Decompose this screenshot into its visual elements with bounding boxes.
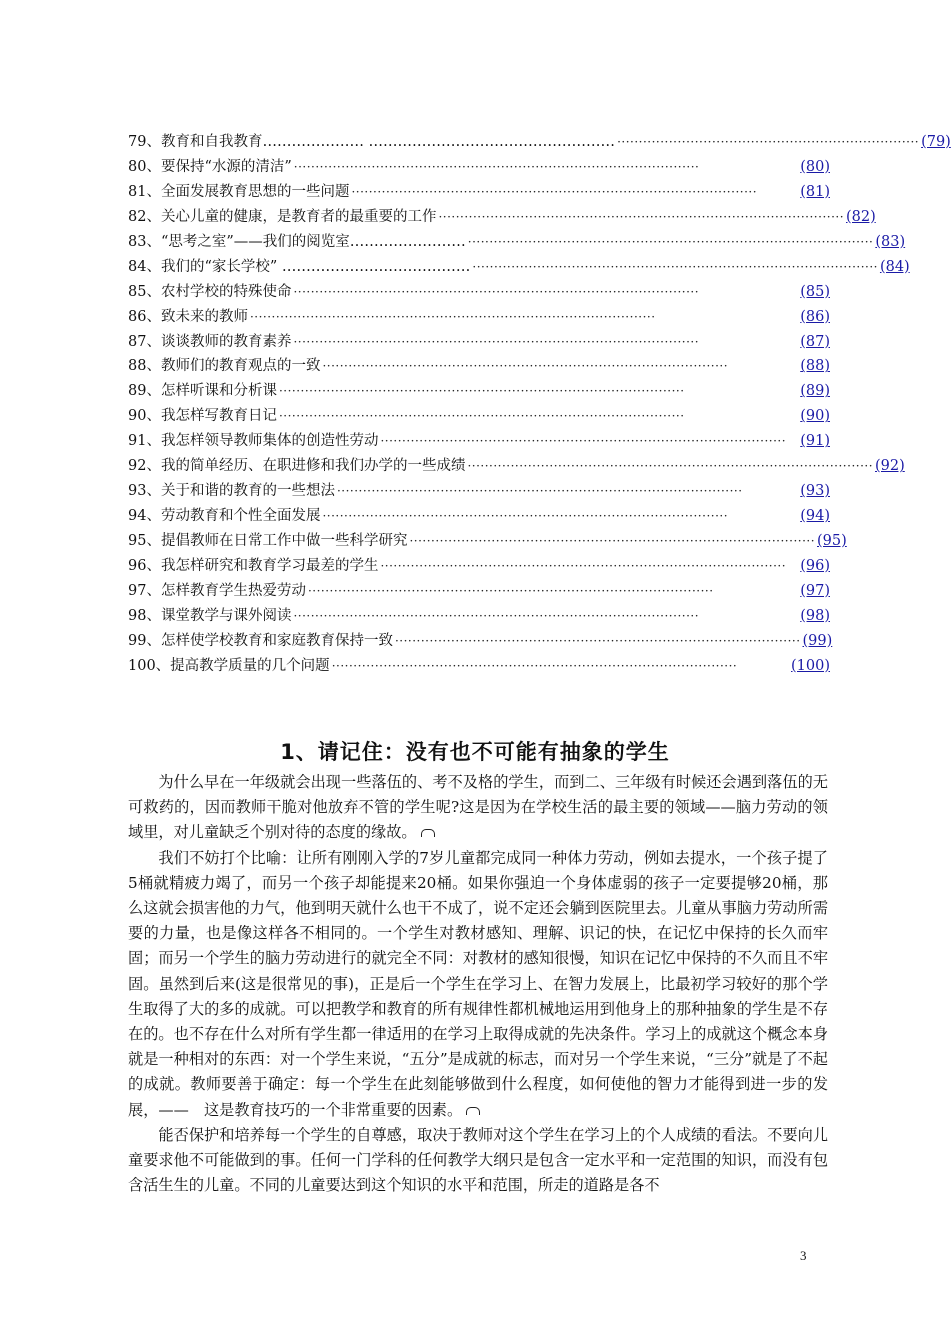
body-paragraph <box>128 1123 828 1199</box>
toc-entry-page-link[interactable]: (96) <box>800 557 830 574</box>
body-paragraph <box>128 770 828 846</box>
toc-entry[interactable] <box>128 404 830 429</box>
toc-entry-title: 79、教育和自我教育………………… …………………………………………… <box>128 134 616 150</box>
toc-entry-title: 80、要保持“水源的清洁” <box>128 158 292 175</box>
comment-marker-icon[interactable] <box>421 829 435 837</box>
toc-leader-dots: ······························································································ <box>472 259 878 274</box>
toc-leader-dots: ······························································································ <box>249 309 656 324</box>
toc-entry-page-link[interactable]: (87) <box>800 333 830 350</box>
toc-leader-dots: ······························································································ <box>293 608 700 623</box>
toc-entry-title: 83、“思考之室”——我们的阅览室…………………… <box>128 233 466 250</box>
toc-entry-page-link[interactable]: (82) <box>846 208 876 225</box>
toc-entry-title: 97、怎样教育学生热爱劳动 <box>128 582 306 599</box>
toc-leader-dots: ······························································································ <box>394 633 801 648</box>
toc-entry[interactable] <box>128 180 830 205</box>
toc-entry-page-link[interactable]: (99) <box>802 632 833 649</box>
toc-entry-page-link[interactable]: (80) <box>800 158 830 175</box>
toc-entry-title: 100、提高教学质量的几个问题 <box>128 657 330 674</box>
toc-entry[interactable] <box>128 654 830 679</box>
toc-leader-dots: ······························································································ <box>278 409 685 424</box>
toc-entry[interactable] <box>128 554 830 579</box>
toc-entry[interactable] <box>128 205 876 230</box>
toc-entry-title: 89、怎样听课和分析课 <box>128 383 277 400</box>
toc-entry-title: 90、我怎样写教育日记 <box>128 408 277 425</box>
toc-entry-page-link[interactable]: (94) <box>800 508 830 525</box>
toc-entry-page-link[interactable]: (79) <box>921 134 951 150</box>
toc-leader-dots: ······························································································ <box>438 209 845 224</box>
toc-entry-page-link[interactable]: (85) <box>800 283 830 300</box>
toc-entry[interactable] <box>128 604 830 629</box>
toc-entry-page-link[interactable]: (97) <box>800 582 830 599</box>
toc-entry-title: 86、致未来的教师 <box>128 308 248 325</box>
body-paragraph <box>128 846 828 1123</box>
table-of-contents <box>128 130 951 679</box>
toc-entry-title: 94、劳动教育和个性全面发展 <box>128 508 321 525</box>
toc-leader-dots: ······························································································ <box>380 558 787 573</box>
toc-entry[interactable] <box>128 155 830 180</box>
toc-entry[interactable] <box>128 429 830 454</box>
toc-entry[interactable] <box>128 230 906 255</box>
toc-entry[interactable] <box>128 529 847 554</box>
toc-entry[interactable] <box>128 280 830 305</box>
toc-entry-title: 82、关心儿童的健康，是教育者的最重要的工作 <box>128 208 437 225</box>
toc-entry[interactable] <box>128 330 830 355</box>
toc-entry-title: 96、我怎样研究和教育学习最差的学生 <box>128 557 379 574</box>
toc-entry-title: 87、谈谈教师的教育素养 <box>128 333 292 350</box>
toc-leader-dots: ······························································································ <box>336 484 743 499</box>
toc-entry-page-link[interactable]: (95) <box>817 533 847 549</box>
toc-entry-page-link[interactable]: (90) <box>800 408 830 425</box>
toc-entry-title: 93、关于和谐的教育的一些想法 <box>128 483 335 500</box>
toc-leader-dots: ······························································································ <box>467 234 874 249</box>
toc-entry-page-link[interactable]: (91) <box>800 433 830 450</box>
toc-entry-page-link[interactable]: (84) <box>879 258 910 275</box>
toc-entry[interactable] <box>128 479 830 504</box>
toc-leader-dots: ······························································································ <box>380 434 787 449</box>
toc-entry-title: 99、怎样使学校教育和家庭教育保持一致 <box>128 632 393 649</box>
toc-entry-page-link[interactable]: (83) <box>875 233 906 250</box>
toc-entry-page-link[interactable]: (100) <box>791 657 830 674</box>
toc-leader-dots: ······························································································ <box>331 658 738 673</box>
toc-leader-dots: ······························································································ <box>293 334 700 349</box>
toc-entry-title: 95、提倡教师在日常工作中做一些科学研究 <box>128 533 408 549</box>
toc-entry-page-link[interactable]: (86) <box>800 308 830 325</box>
toc-entry[interactable] <box>128 454 905 479</box>
toc-leader-dots: ······························································································ <box>293 284 700 299</box>
toc-entry[interactable] <box>128 504 830 529</box>
toc-entry[interactable] <box>128 579 830 604</box>
toc-leader-dots: ······························································································ <box>307 583 714 598</box>
toc-leader-dots: ······························································································ <box>322 509 729 524</box>
toc-leader-dots: ······························································································ <box>322 359 729 374</box>
toc-entry-title: 88、教师们的教育观点的一致 <box>128 358 321 375</box>
toc-entry[interactable] <box>128 130 951 155</box>
toc-entry-title: 81、全面发展教育思想的一些问题 <box>128 183 350 200</box>
section-heading: 1、请记住：没有也不可能有抽象的学生 <box>280 740 670 765</box>
paragraph-text: 能否保护和培养每一个学生的自尊感，取决于教师对这个学生在学习上的个人成绩的看法。不要向儿童要求他不可能做到的事。任何一门学科的任何教学大纲只是包含一定水平和一定范围的知识，而没有包含活生生的儿童。不同的儿童要达到这个知识的水平和范围，所走的道路是各不 <box>128 1125 828 1195</box>
toc-entry-page-link[interactable]: (93) <box>800 483 830 500</box>
toc-entry-page-link[interactable]: (81) <box>800 183 830 200</box>
toc-entry-title: 85、农村学校的特殊使命 <box>128 283 292 300</box>
toc-leader-dots: ······························································································ <box>293 159 700 174</box>
toc-entry[interactable] <box>128 629 833 654</box>
toc-entry[interactable] <box>128 379 830 404</box>
toc-entry-title: 91、我怎样领导教师集体的创造性劳动 <box>128 433 379 450</box>
section-body <box>128 770 828 1198</box>
toc-leader-dots: ······························································································ <box>409 534 816 548</box>
toc-entry-page-link[interactable]: (98) <box>800 607 830 624</box>
toc-leader-dots: ······························································································ <box>351 184 758 199</box>
paragraph-text: 我们不妨打个比喻：让所有刚刚入学的7岁儿童都完成同一种体力劳动，例如去提水，一个孩子提了5桶就精疲力竭了，而另一个孩子却能提来20桶。如果你强迫一个身体虚弱的孩子一定要提够20桶，那么这就会损害他的力气，他到明天就什么也干不成了，说不定还会躺到医院里去。儿童从事脑力劳动所需要的力量，也是像这样各不相同的。一个学生对教材感知、理解、识记的快，在记忆中保持的长久而牢固；而另一个学生的脑力劳动进行的就完全不同：对教材的感知很慢，知识在记忆中保持的不久而且不牢固。虽然到后来(这是很常见的事)，正是后一个学生在学习上、在智力发展上，比最初学习较好的那个学生取得了大的多的成就。可以把教学和教育的所有规律性都机械地运用到他身上的那种抽象的学生是不存在的。也不存在什么对所有学生都一律适用的在学习上取得成就的先决条件。学习上的成就这个概念本身就是一种相对的东西：对一个学生来说，“五分”是成就的标志，而对另一个学生来说，“三分”就是了不起的成就。教师要善于确定：每一个学生在此刻能够做到什么程度，如何使他的智力才能得到进一步的发展，—— 这是教育技巧的一个非常重要的因素。 <box>128 848 828 1119</box>
toc-entry-page-link[interactable]: (88) <box>800 358 830 375</box>
toc-entry[interactable] <box>128 354 830 379</box>
toc-entry-title: 92、我的简单经历、在职进修和我们办学的一些成绩 <box>128 458 466 475</box>
toc-leader-dots: ······································································ <box>617 135 920 149</box>
toc-entry-page-link[interactable]: (92) <box>875 458 905 475</box>
toc-entry-page-link[interactable]: (89) <box>800 383 830 400</box>
paragraph-text: 为什么早在一年级就会出现一些落伍的、考不及格的学生，而到二、三年级有时候还会遇到落伍的无可救药的，因而教师干脆对他放弃不管的学生呢?这是因为在学校生活的最主要的领域——脑力劳动的领域里，对儿童缺乏个别对待的态度的缘故。 <box>128 773 828 842</box>
toc-entry-title: 84、我们的“家长学校” ………………………………… <box>128 258 471 275</box>
page-number: 3 <box>800 1248 807 1263</box>
comment-marker-icon[interactable] <box>466 1107 480 1115</box>
toc-leader-dots: ······························································································ <box>278 384 685 399</box>
toc-leader-dots: ······························································································ <box>467 459 874 474</box>
toc-entry-title: 98、课堂教学与课外阅读 <box>128 607 292 624</box>
toc-entry[interactable] <box>128 305 830 330</box>
toc-entry[interactable] <box>128 255 910 280</box>
